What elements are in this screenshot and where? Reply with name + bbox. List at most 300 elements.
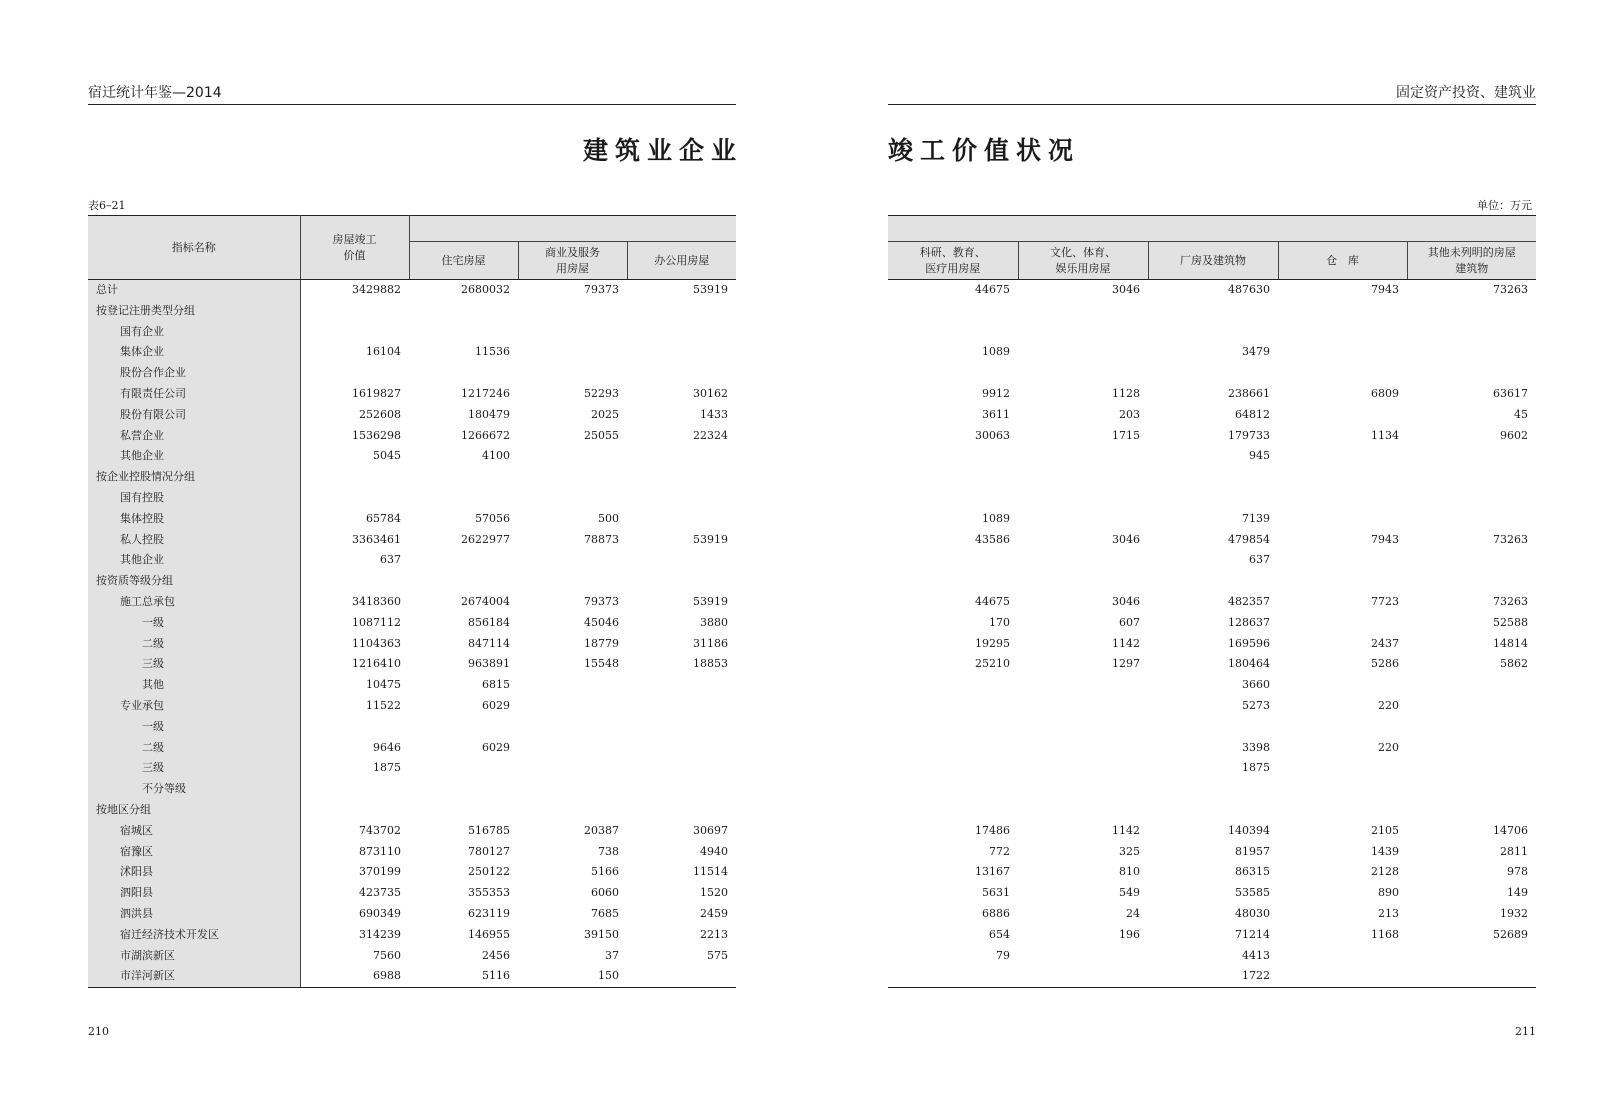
row-label: 市洋河新区 bbox=[88, 966, 300, 987]
table-cell bbox=[409, 717, 518, 738]
table-cell: 149 bbox=[1507, 886, 1528, 900]
table-row bbox=[88, 550, 736, 571]
table-cell: 6060 bbox=[591, 886, 619, 900]
table-cell: 30162 bbox=[693, 386, 729, 400]
table-cell bbox=[300, 800, 409, 821]
row-label: 按资质等级分组 bbox=[88, 571, 300, 592]
table-cell bbox=[888, 571, 1018, 592]
table-row bbox=[888, 654, 1536, 675]
table-cell bbox=[1407, 717, 1536, 738]
table-row bbox=[88, 842, 736, 863]
table-cell bbox=[888, 717, 1018, 738]
table-row bbox=[88, 280, 736, 301]
table-cell: 15548 bbox=[584, 657, 619, 671]
table-cell bbox=[627, 779, 736, 800]
table-cell: 2437 bbox=[1371, 636, 1399, 650]
table-cell: 314239 bbox=[359, 927, 401, 941]
table-cell: 53585 bbox=[1235, 886, 1270, 900]
header-office: 办公用房屋 bbox=[627, 242, 736, 280]
table-cell: 1536298 bbox=[352, 428, 401, 442]
table-cell: 18779 bbox=[584, 636, 619, 650]
table-cell: 637 bbox=[1249, 553, 1270, 567]
table-cell bbox=[1278, 342, 1407, 363]
table-cell: 53919 bbox=[693, 594, 729, 608]
table-cell: 150 bbox=[518, 966, 627, 987]
table-cell: 17486 bbox=[975, 823, 1010, 837]
table-cell: 1134 bbox=[1371, 428, 1399, 442]
table-cell bbox=[627, 342, 736, 363]
table-cell bbox=[409, 571, 518, 592]
table-cell bbox=[1278, 467, 1407, 488]
table-cell bbox=[1407, 509, 1536, 530]
table-row bbox=[888, 717, 1536, 738]
table-cell bbox=[409, 467, 518, 488]
table-cell: 169596 bbox=[1228, 636, 1270, 650]
left-page bbox=[88, 0, 743, 1099]
table-cell bbox=[1278, 488, 1407, 509]
table-cell bbox=[1407, 550, 1536, 571]
table-cell: 3046 bbox=[1112, 283, 1140, 296]
table-cell bbox=[518, 301, 627, 322]
table-cell bbox=[409, 363, 518, 384]
table-cell: 690349 bbox=[359, 906, 401, 920]
table-left bbox=[88, 215, 736, 988]
table-cell: 607 bbox=[1119, 615, 1140, 629]
row-label: 按登记注册类型分组 bbox=[88, 301, 300, 322]
table-cell bbox=[518, 758, 627, 779]
table-cell bbox=[1018, 717, 1148, 738]
header-residential: 住宅房屋 bbox=[409, 242, 518, 280]
table-cell bbox=[888, 696, 1018, 717]
table-cell bbox=[1278, 966, 1407, 987]
table-cell: 516785 bbox=[468, 823, 510, 837]
table-row bbox=[88, 467, 736, 488]
table-cell bbox=[300, 717, 409, 738]
table-cell bbox=[1018, 446, 1148, 467]
table-cell: 63617 bbox=[1493, 386, 1528, 400]
table-cell: 3418360 bbox=[352, 594, 401, 608]
table-cell bbox=[518, 363, 627, 384]
table-cell: 4413 bbox=[1242, 948, 1270, 962]
table-cell bbox=[888, 301, 1018, 322]
row-label: 其他企业 bbox=[88, 550, 300, 571]
table-cell: 11536 bbox=[475, 345, 510, 359]
table-cell: 6809 bbox=[1371, 386, 1399, 400]
table-cell bbox=[1407, 696, 1536, 717]
table-cell: 73263 bbox=[1493, 283, 1528, 296]
row-label: 集体控股 bbox=[88, 509, 300, 530]
table-cell bbox=[518, 738, 627, 759]
row-label: 泗阳县 bbox=[88, 883, 300, 904]
table-cell: 5273 bbox=[1242, 698, 1270, 712]
table-cell bbox=[518, 467, 627, 488]
table-cell: 1217246 bbox=[461, 386, 510, 400]
table-cell bbox=[1018, 550, 1148, 571]
page-number: 211 bbox=[1515, 1025, 1536, 1038]
table-cell: 71214 bbox=[1235, 927, 1270, 941]
table-cell: 1619827 bbox=[352, 386, 401, 400]
row-label: 宿豫区 bbox=[88, 842, 300, 863]
table-cell bbox=[1018, 758, 1148, 779]
table-cell: 86315 bbox=[1235, 865, 1270, 879]
unit-label: 单位：万元 bbox=[1477, 199, 1532, 212]
table-cell bbox=[1407, 446, 1536, 467]
table-cell: 963891 bbox=[468, 657, 510, 671]
table-cell: 738 bbox=[598, 844, 619, 858]
table-cell: 3046 bbox=[1112, 532, 1140, 546]
page-title-part2: 竣工价值状况 bbox=[888, 136, 1081, 165]
row-label: 集体企业 bbox=[88, 342, 300, 363]
table-row bbox=[88, 738, 736, 759]
table-cell: 22324 bbox=[693, 428, 729, 442]
table-row bbox=[888, 758, 1536, 779]
table-row bbox=[888, 675, 1536, 696]
table-cell: 13167 bbox=[975, 865, 1010, 879]
table-body bbox=[88, 280, 736, 988]
table-cell: 2674004 bbox=[461, 594, 510, 608]
table-row bbox=[888, 946, 1536, 967]
table-cell bbox=[1278, 363, 1407, 384]
table-cell: 11514 bbox=[693, 865, 729, 879]
table-right bbox=[888, 215, 1536, 988]
table-cell bbox=[409, 301, 518, 322]
table-cell: 179733 bbox=[1228, 428, 1270, 442]
table-cell: 73263 bbox=[1493, 594, 1528, 608]
table-cell: 1266672 bbox=[461, 428, 510, 442]
table-row bbox=[888, 530, 1536, 551]
right-page bbox=[888, 0, 1536, 1099]
table-row bbox=[88, 696, 736, 717]
table-cell: 2213 bbox=[700, 927, 729, 941]
table-cell: 57056 bbox=[475, 511, 510, 525]
table-cell: 64812 bbox=[1235, 407, 1270, 421]
table-row bbox=[88, 426, 736, 447]
row-label: 国有企业 bbox=[88, 322, 300, 343]
table-cell bbox=[1278, 550, 1407, 571]
table-cell bbox=[888, 363, 1018, 384]
header-total-value: 房屋竣工 价值 bbox=[300, 216, 409, 280]
table-cell: 220 bbox=[1378, 740, 1399, 754]
table-cell: 1089 bbox=[982, 511, 1010, 525]
table-cell: 637 bbox=[380, 553, 401, 567]
table-cell bbox=[627, 446, 736, 467]
table-cell: 6029 bbox=[482, 740, 510, 754]
row-label: 按企业控股情况分组 bbox=[88, 467, 300, 488]
row-label: 其他企业 bbox=[88, 446, 300, 467]
table-cell bbox=[518, 800, 627, 821]
table-cell bbox=[888, 550, 1018, 571]
table-cell bbox=[1018, 509, 1148, 530]
table-cell bbox=[627, 322, 736, 343]
table-row bbox=[888, 342, 1536, 363]
table-cell bbox=[1278, 779, 1407, 800]
table-cell: 37 bbox=[605, 948, 619, 962]
table-cell: 654 bbox=[989, 927, 1010, 941]
table-row bbox=[88, 530, 736, 551]
table-cell bbox=[627, 675, 736, 696]
row-label: 有限责任公司 bbox=[88, 384, 300, 405]
table-cell: 3429882 bbox=[352, 283, 401, 296]
table-cell: 20387 bbox=[584, 823, 619, 837]
table-row bbox=[888, 509, 1536, 530]
table-cell: 52293 bbox=[584, 386, 619, 400]
table-cell: 6815 bbox=[482, 678, 510, 692]
table-cell: 196 bbox=[1119, 927, 1140, 941]
table-cell bbox=[1278, 446, 1407, 467]
table-cell bbox=[888, 467, 1018, 488]
table-cell: 9912 bbox=[982, 386, 1010, 400]
table-row bbox=[88, 862, 736, 883]
table-row bbox=[88, 301, 736, 322]
table-cell bbox=[888, 446, 1018, 467]
table-row bbox=[888, 280, 1536, 301]
table-cell: 3660 bbox=[1242, 678, 1270, 692]
table-cell: 5286 bbox=[1371, 657, 1399, 671]
table-cell: 479854 bbox=[1228, 532, 1270, 546]
table-cell bbox=[627, 717, 736, 738]
table-cell: 6988 bbox=[300, 966, 409, 987]
table-cell: 1875 bbox=[373, 761, 401, 775]
table-cell bbox=[300, 488, 409, 509]
table-cell: 873110 bbox=[359, 844, 401, 858]
table-row bbox=[88, 488, 736, 509]
table-cell: 52588 bbox=[1493, 615, 1528, 629]
table-cell bbox=[1278, 758, 1407, 779]
table-cell bbox=[1278, 717, 1407, 738]
table-cell: 7723 bbox=[1371, 594, 1399, 608]
table-cell: 16104 bbox=[366, 345, 401, 359]
table-cell: 79 bbox=[996, 948, 1010, 962]
table-row bbox=[888, 571, 1536, 592]
table-cell bbox=[627, 363, 736, 384]
header-indicator: 指标名称 bbox=[88, 216, 300, 280]
row-label: 宿城区 bbox=[88, 821, 300, 842]
table-code: 表6–21 bbox=[88, 199, 126, 212]
table-cell bbox=[888, 488, 1018, 509]
table-cell bbox=[1278, 946, 1407, 967]
table-cell bbox=[1148, 322, 1278, 343]
table-cell: 810 bbox=[1119, 865, 1140, 879]
table-cell bbox=[1407, 363, 1536, 384]
table-header bbox=[88, 216, 736, 280]
table-cell bbox=[1018, 363, 1148, 384]
table-cell: 780127 bbox=[468, 844, 510, 858]
running-head bbox=[888, 86, 1536, 105]
table-cell bbox=[888, 758, 1018, 779]
table-cell bbox=[1407, 800, 1536, 821]
table-cell bbox=[1018, 946, 1148, 967]
table-cell: 81957 bbox=[1235, 844, 1270, 858]
table-cell: 1932 bbox=[1500, 906, 1528, 920]
table-cell: 355353 bbox=[468, 886, 510, 900]
table-cell bbox=[1018, 675, 1148, 696]
table-cell: 1216410 bbox=[352, 657, 401, 671]
table-cell: 5166 bbox=[591, 865, 619, 879]
table-cell bbox=[1018, 467, 1148, 488]
table-cell: 847114 bbox=[468, 636, 510, 650]
table-cell: 140394 bbox=[1228, 823, 1270, 837]
table-row bbox=[88, 966, 736, 987]
table-cell: 44675 bbox=[975, 594, 1010, 608]
table-cell: 44675 bbox=[975, 283, 1010, 296]
table-cell: 48030 bbox=[1235, 906, 1270, 920]
table-row bbox=[88, 384, 736, 405]
table-cell: 482357 bbox=[1228, 594, 1270, 608]
table-cell: 1433 bbox=[700, 407, 729, 421]
table-cell bbox=[1407, 467, 1536, 488]
table-cell: 423735 bbox=[359, 886, 401, 900]
table-row bbox=[88, 883, 736, 904]
table-cell: 2456 bbox=[482, 948, 510, 962]
table-cell: 4100 bbox=[482, 449, 510, 463]
table-cell: 213 bbox=[1378, 906, 1399, 920]
table-cell bbox=[1148, 571, 1278, 592]
table-cell: 39150 bbox=[584, 927, 619, 941]
table-row bbox=[888, 862, 1536, 883]
table-cell: 1439 bbox=[1371, 844, 1399, 858]
table-row bbox=[888, 925, 1536, 946]
table-cell bbox=[1148, 488, 1278, 509]
table-cell bbox=[1407, 779, 1536, 800]
table-cell: 1087112 bbox=[352, 615, 401, 629]
table-cell: 325 bbox=[1119, 844, 1140, 858]
table-row bbox=[88, 446, 736, 467]
table-row bbox=[88, 654, 736, 675]
table-body bbox=[888, 280, 1536, 988]
table-cell: 79373 bbox=[584, 594, 619, 608]
table-cell: 1722 bbox=[1148, 966, 1278, 987]
page-title-part1: 建筑业企业 bbox=[582, 136, 743, 165]
table-cell: 7943 bbox=[1371, 283, 1399, 296]
table-cell: 14814 bbox=[1493, 636, 1528, 650]
table-row bbox=[888, 426, 1536, 447]
table-cell: 6886 bbox=[982, 906, 1010, 920]
table-cell bbox=[1407, 342, 1536, 363]
table-cell: 549 bbox=[1119, 886, 1140, 900]
running-head bbox=[88, 86, 736, 105]
table-cell: 500 bbox=[598, 511, 619, 525]
table-cell bbox=[1407, 301, 1536, 322]
table-row bbox=[888, 821, 1536, 842]
row-label: 市湖滨新区 bbox=[88, 946, 300, 967]
table-row bbox=[88, 634, 736, 655]
table-cell: 772 bbox=[989, 844, 1010, 858]
row-label: 股份有限公司 bbox=[88, 405, 300, 426]
table-row bbox=[888, 488, 1536, 509]
table-cell bbox=[518, 717, 627, 738]
table-row bbox=[88, 509, 736, 530]
table-cell bbox=[1148, 800, 1278, 821]
table-cell: 1297 bbox=[1112, 657, 1140, 671]
table-row bbox=[888, 883, 1536, 904]
table-cell: 5116 bbox=[409, 966, 518, 987]
table-cell: 2680032 bbox=[461, 283, 510, 296]
table-cell: 7139 bbox=[1242, 511, 1270, 525]
table-cell: 250122 bbox=[468, 865, 510, 879]
header-warehouse: 仓 库 bbox=[1278, 242, 1407, 280]
table-cell bbox=[518, 342, 627, 363]
table-cell bbox=[888, 779, 1018, 800]
table-cell: 128637 bbox=[1228, 615, 1270, 629]
table-cell bbox=[409, 322, 518, 343]
header-culture: 文化、体育、 娱乐用房屋 bbox=[1018, 242, 1148, 280]
table-row bbox=[888, 322, 1536, 343]
table-cell bbox=[1278, 675, 1407, 696]
table-cell: 14706 bbox=[1493, 823, 1528, 837]
yearbook-title: 宿迁统计年鉴—2014 bbox=[88, 85, 222, 101]
table-cell: 73263 bbox=[1493, 532, 1528, 546]
table-cell: 2105 bbox=[1371, 823, 1399, 837]
row-label: 二级 bbox=[88, 738, 300, 759]
table-cell bbox=[518, 322, 627, 343]
table-cell: 1168 bbox=[1371, 927, 1399, 941]
table-cell bbox=[1148, 467, 1278, 488]
table-cell bbox=[1148, 301, 1278, 322]
table-cell: 945 bbox=[1249, 449, 1270, 463]
table-cell bbox=[888, 675, 1018, 696]
table-cell: 25210 bbox=[975, 657, 1010, 671]
table-cell: 623119 bbox=[468, 906, 510, 920]
table-cell: 3880 bbox=[700, 615, 729, 629]
row-label: 私人控股 bbox=[88, 530, 300, 551]
table-cell: 180464 bbox=[1228, 657, 1270, 671]
table-row bbox=[88, 613, 736, 634]
table-row bbox=[88, 800, 736, 821]
table-cell: 1142 bbox=[1112, 823, 1140, 837]
table-cell bbox=[627, 966, 736, 987]
table-cell bbox=[1018, 571, 1148, 592]
table-cell: 146955 bbox=[468, 927, 510, 941]
table-cell: 65784 bbox=[366, 511, 401, 525]
table-cell: 3611 bbox=[982, 407, 1010, 421]
row-label: 三级 bbox=[88, 758, 300, 779]
table-cell bbox=[300, 779, 409, 800]
table-row bbox=[88, 925, 736, 946]
table-row bbox=[888, 405, 1536, 426]
table-cell: 370199 bbox=[359, 865, 401, 879]
table-cell bbox=[518, 446, 627, 467]
table-row bbox=[888, 301, 1536, 322]
table-cell bbox=[627, 550, 736, 571]
row-label: 二级 bbox=[88, 634, 300, 655]
table-row bbox=[88, 342, 736, 363]
table-cell bbox=[1018, 738, 1148, 759]
table-cell: 6029 bbox=[482, 698, 510, 712]
table-cell bbox=[627, 488, 736, 509]
table-cell bbox=[1407, 675, 1536, 696]
table-cell: 5862 bbox=[1500, 657, 1528, 671]
table-cell: 3479 bbox=[1242, 345, 1270, 359]
table-cell: 220 bbox=[1378, 698, 1399, 712]
table-cell: 180479 bbox=[468, 407, 510, 421]
table-cell bbox=[1407, 966, 1536, 987]
table-cell: 30063 bbox=[975, 428, 1010, 442]
table-cell bbox=[1278, 509, 1407, 530]
table-cell bbox=[1018, 342, 1148, 363]
table-row bbox=[88, 405, 736, 426]
row-label: 按地区分组 bbox=[88, 800, 300, 821]
table-row bbox=[888, 550, 1536, 571]
table-row bbox=[88, 904, 736, 925]
table-cell bbox=[627, 571, 736, 592]
table-row bbox=[888, 467, 1536, 488]
table-cell bbox=[1148, 717, 1278, 738]
table-cell: 45 bbox=[1514, 407, 1528, 421]
table-cell: 7560 bbox=[373, 948, 401, 962]
table-cell: 890 bbox=[1378, 886, 1399, 900]
table-row bbox=[88, 675, 736, 696]
header-research: 科研、教育、 医疗用房屋 bbox=[888, 242, 1018, 280]
